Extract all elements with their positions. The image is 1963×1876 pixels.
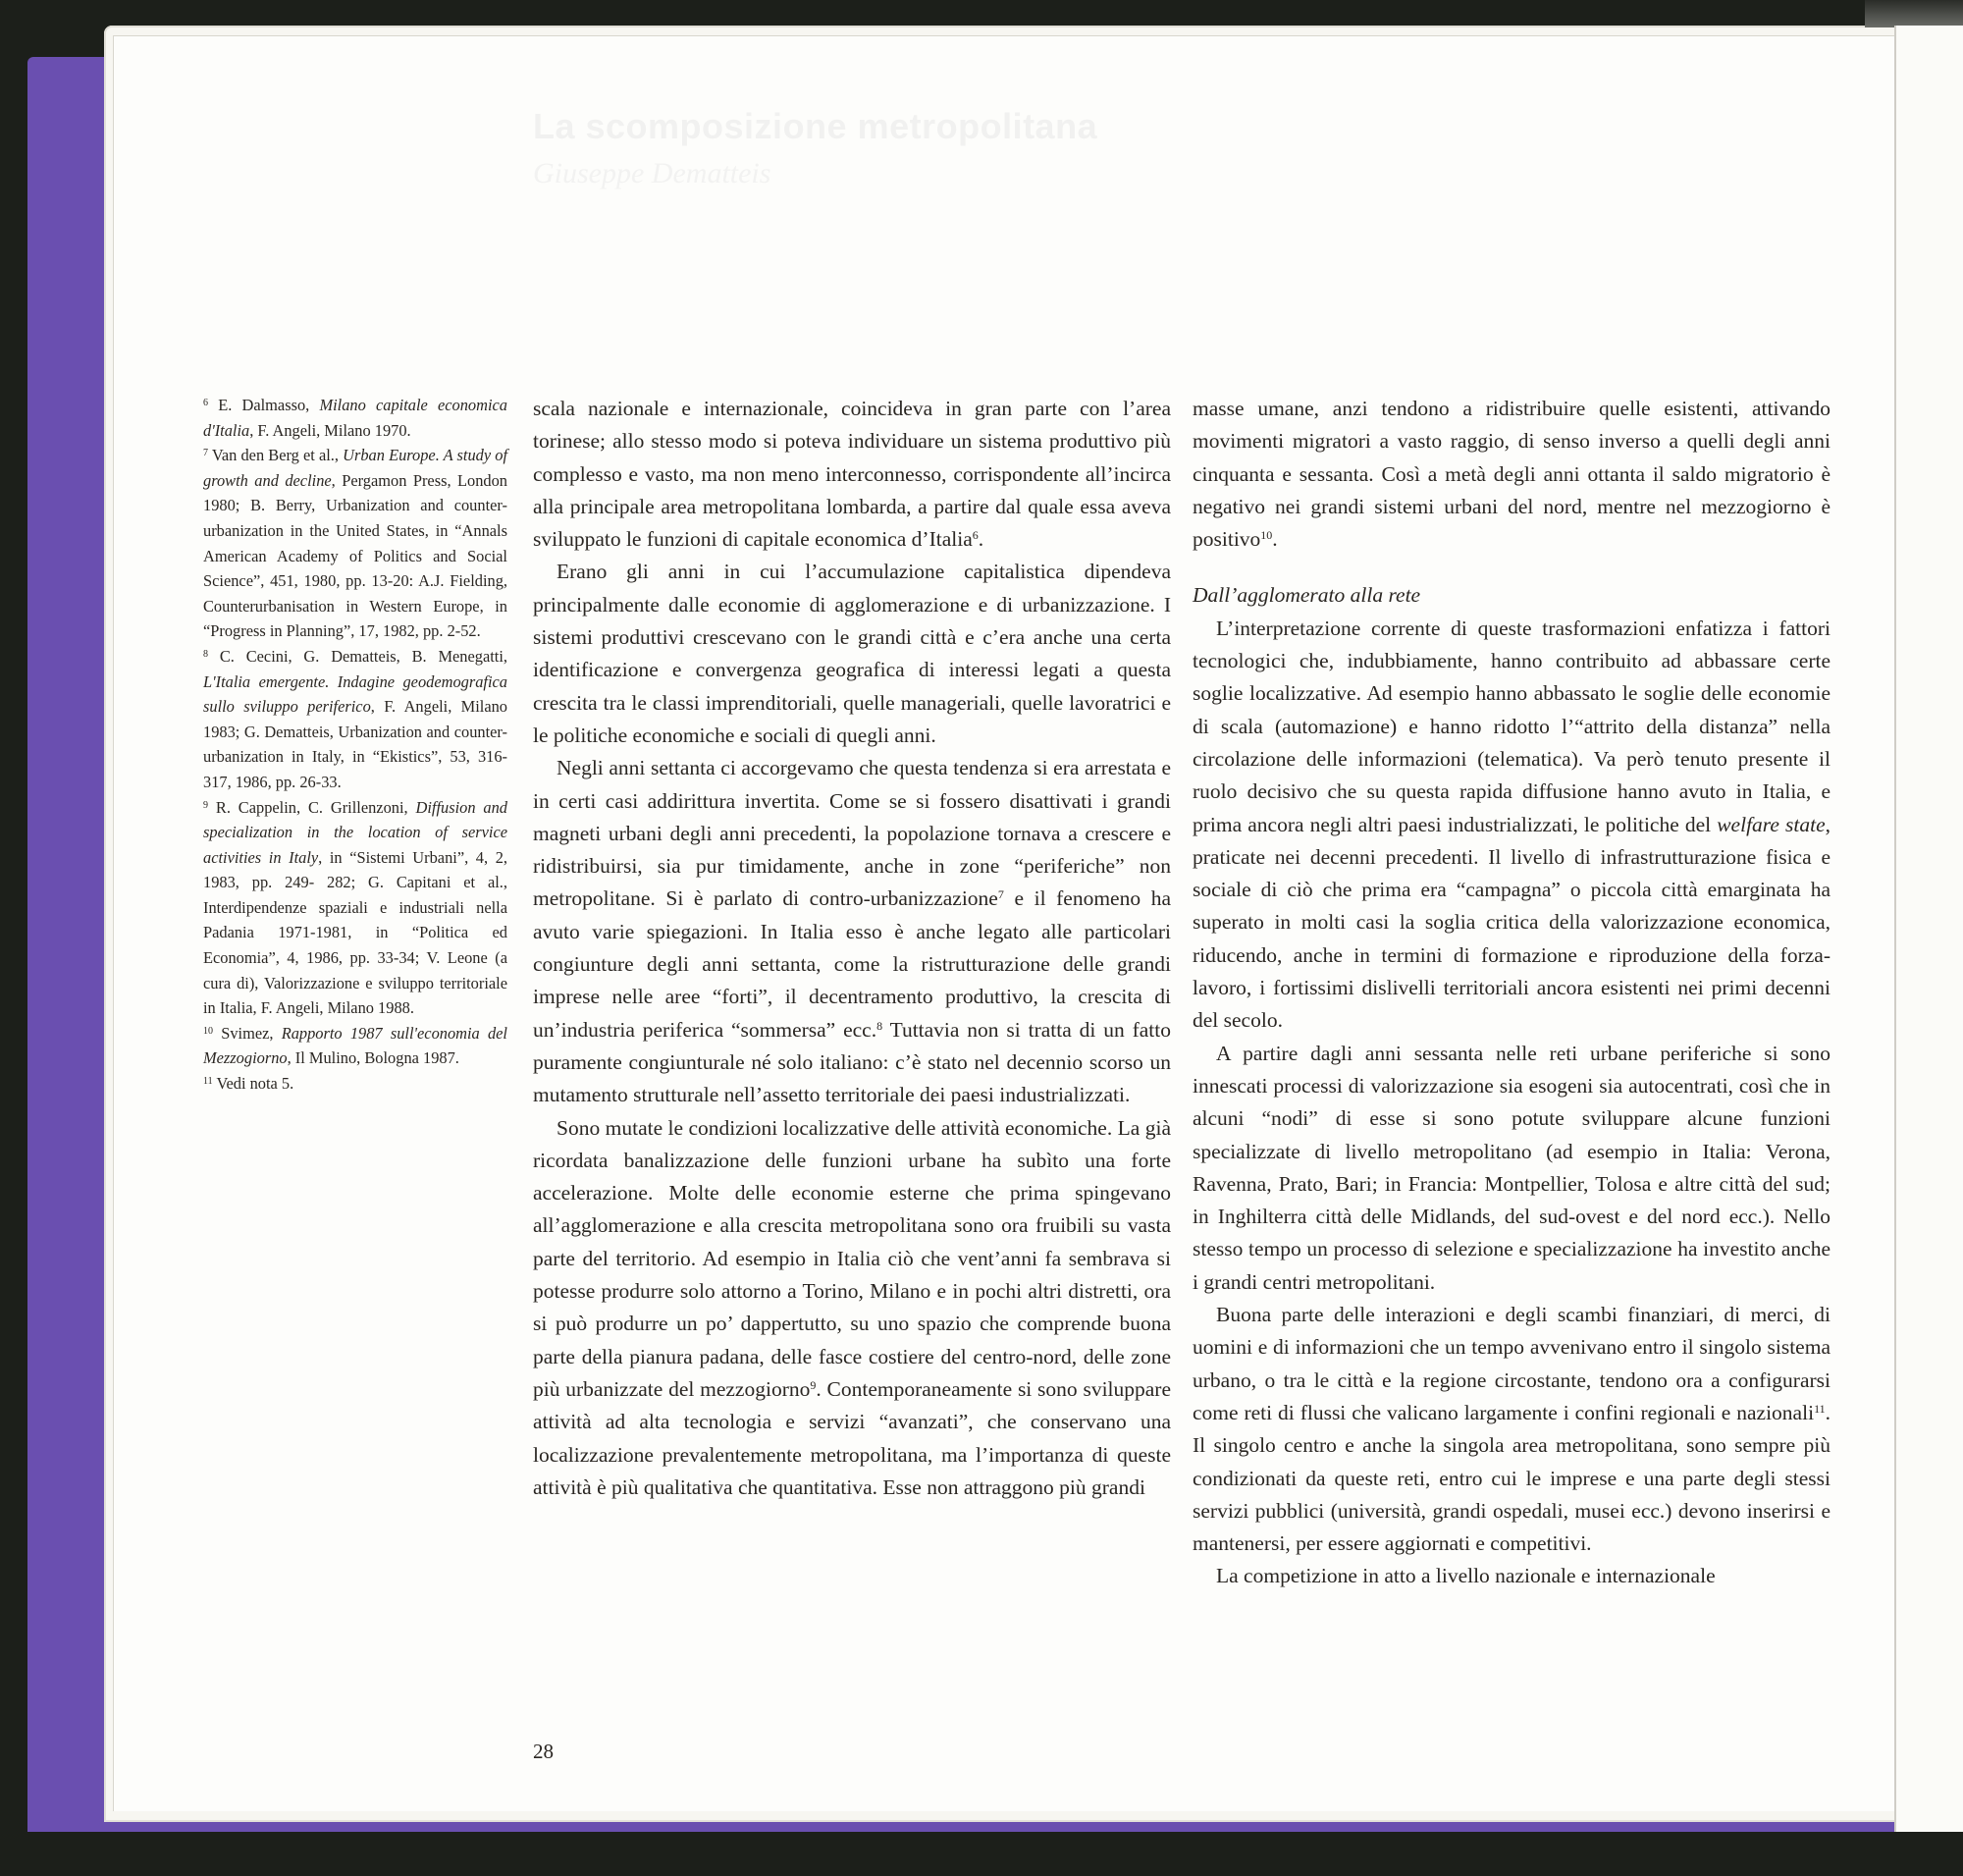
- show-through-author: Giuseppe Dematteis: [533, 157, 771, 189]
- footnote-ref[interactable]: 7: [997, 887, 1004, 902]
- paragraph: Buona parte delle interazioni e degli scambi finanziari, di merci, di uomini e di informazioni che un tempo avvenivano entro il singolo sistema urbano, o tra le città e la regione circostante, tendono ora a configurarsi come reti di flussi che valicano largamente i confini regionali e nazionali$^{11}$. Il singolo centro e anche la singola area metropolitana, sono sempre più condizionati da queste reti, entro cui le imprese e una parte degli stessi servizi pubblici (università, grandi ospedali, musei ecc.) devono inserirsi e mantenersi, per essere aggiornati e competitivi.: [1193, 1303, 1830, 1556]
- facing-page-top-edge: [1865, 0, 1963, 27]
- paragraph: L’interpretazione corrente di queste trasformazioni enfatizza i fattori tecnologici che, indubbiamente, hanno contribuito ad abbassare certe soglie localizzative. Ad esempio hanno abbassato le soglie delle economie di scala (automazione) e hanno ridotto l’“attrito della distanza” nella circolazione delle informazioni (telematica). Va però tenuto presente il ruolo decisivo che su questa rapida diffusione hanno avuto in Italia, e prima ancora negli altri paesi industrializzati, le politiche del welfare state, praticate nei decenni precedenti. Il livello di infrastrutturazione fisica e sociale di ciò che prima era “campagna” o piccola città emarginata ha superato in molti casi la soglia critica della valorizzazione economica, riducendo, anche in termini di formazione e riproduzione della forza-lavoro, i fortissimi dislivelli territoriali ancora esistenti nei primi decenni del secolo.: [1193, 616, 1830, 1033]
- page-number: 28: [533, 1740, 554, 1763]
- paragraph: Negli anni settanta ci accorgevamo che questa tendenza si era arrestata e in certi casi addirittura invertita. Come se si fossero disattivati i grandi magneti urbani degli anni precedenti, la popolazione tornava a crescere e ridistribuirsi, sia pur timidamente, anche in zone “periferiche” non metropolitane. Si è parlato di contro-urbanizzazione$^7$ e il fenomeno ha avuto varie spiegazioni. In Italia esso è anche legato alle particolari congiunture degli anni settanta, come la ristrutturazione delle grandi imprese nelle aree “forti”, il decentramento produttivo, la crescita di un’industria periferica “sommersa” ecc.$^8$ Tuttavia non si tratta di un fatto puramente congiunturale né solo italiano: c’è stato nel decennio scorso un mutamento strutturale nell’assetto territoriale dei paesi industrializzati.: [533, 756, 1171, 1107]
- footnote-ref[interactable]: 9: [810, 1377, 817, 1392]
- footnote: $^7$ Van den Berg et al., Urban Europe. A study of growth and decline, Pergamon Press, London 1980; B. Berry, Urbanization and counter-urbanization in the United States, in “Annals American Academy of Politics and Social Science”, 451, 1980, pp. 13-20: A.J. Fielding, Counterurbanisation in Western Europe, in “Progress in Planning”, 17, 1982, pp. 2-52.: [203, 446, 507, 641]
- body-column-2: [1193, 393, 1830, 1593]
- footnote-ref[interactable]: 8: [876, 1018, 883, 1033]
- footnote-ref[interactable]: 11: [1814, 1401, 1826, 1416]
- facing-page-edge: [1894, 26, 1963, 1832]
- footnote: $^8$ C. Cecini, G. Dematteis, B. Menegatti, L'Italia emergente. Indagine geodemografica sullo sviluppo periferico, F. Angeli, Milano 1983; G. Dematteis, Urbanization and counter-urbanization in Italy, in “Ekistics”, 53, 316-317, 1986, pp. 26-33.: [203, 646, 508, 791]
- paragraph: masse umane, anzi tendono a ridistribuire quelle esistenti, attivando movimenti migratori a vasto raggio, di senso inverso a quelli degli anni cinquanta e sessanta. Così a metà degli anni ottanta il saldo migratorio è negativo nei grandi sistemi urbani del nord, mentre nel mezzogiorno è positivo$^{10}$.: [1193, 397, 1830, 552]
- paragraph: Sono mutate le condizioni localizzative delle attività economiche. La già ricordata banalizzazione delle funzioni urbane ha subìto una forte accelerazione. Molte delle economie esterne che prima spingevano all’agglomerazione e alla crescita metropolitana sono ora fruibili su vasta parte del territorio. Ad esempio in Italia ciò che vent’anni fa sembrava si potesse produrre solo attorno a Torino, Milano e in pochi altri distretti, ora si può produrre un po’ dappertutto, su uno spazio che comprende buona parte della pianura padana, delle fasce costiere del centro-nord, delle zone più urbanizzate del mezzogiorno$^9$. Contemporaneamente si sono sviluppare attività ad alta tecnologia e servizi “avanzati”, che conservano una localizzazione prevalentemente metropolitana, ma l’importanza di queste attività è più qualitativa che quantitativa. Esse non attraggono più grandi: [533, 1115, 1172, 1499]
- footnote-ref[interactable]: 10: [1260, 528, 1273, 543]
- footnotes: [203, 393, 507, 1097]
- footnote: $^{11}$ Vedi nota 5.: [203, 1074, 294, 1094]
- footnote: $^6$ E. Dalmasso, Milano capitale economica d'Italia, F. Angeli, Milano 1970.: [203, 396, 507, 440]
- paragraph: A partire dagli anni sessanta nelle reti urbane periferiche si sono innescati processi di valorizzazione sia esogeni sia autocentrati, così che in alcuni “nodi” di esse si sono potute sviluppare alcune funzioni specializzate di livello metropolitano (ad esempio in Italia: Verona, Ravenna, Prato, Bari; in Francia: Montpellier, Tolosa e altre città del sud; in Inghilterra città delle Midlands, del sud-ovest e del nord ecc.). Nello stesso tempo un processo di selezione e specializzazione ha investito anche i grandi centri metropolitani.: [1193, 1041, 1830, 1294]
- footnote: $^{10}$ Svimez, Rapporto 1987 sull'economia del Mezzogiorno, Il Mulino, Bologna 1987.: [203, 1023, 507, 1068]
- show-through-title: La scomposizione metropolitana: [533, 106, 1098, 146]
- footnote-ref[interactable]: 6: [972, 528, 979, 543]
- paragraph: Erano gli anni in cui l’accumulazione capitalistica dipendeva principalmente dalle economie di agglomerazione e di urbanizzazione. I sistemi produttivi crescevano con le grandi città e c’era anche una certa identificazione e convergenza geografica di interessi legati a questa crescita tra le classi imprenditoriali, quelle manageriali, quelle lavoratrici e le politiche economiche e sociali di quegli anni.: [533, 560, 1171, 747]
- paragraph: scala nazionale e internazionale, coincideva in gran parte con l’area torinese; allo stesso modo si poteva individuare un sistema produttivo più complesso e vasto, ma non meno interconnesso, corrispondente all’incirca alla principale area metropolitana lombarda, a partire dal quale essa aveva sviluppato le funzioni di capitale economica d’Italia$^6$.: [533, 397, 1171, 552]
- section-subheading: Dall’agglomerato alla rete: [1193, 583, 1421, 608]
- body-column-1: [533, 393, 1171, 1504]
- paragraph: La competizione in atto a livello nazionale e internazionale: [1216, 1564, 1716, 1588]
- footnote: $^9$ R. Cappelin, C. Grillenzoni, Diffusion and specialization in the location of service activities in Italy, in “Sistemi Urbani”, 4, 2, 1983, pp. 249- 282; G. Capitani et al., Interdipendenze spaziali e industriali nella Padania 1971-1981, in “Politica ed Economia”, 4, 1986, pp. 33-34; V. Leone (a cura di), Valorizzazione e sviluppo territoriale in Italia, F. Angeli, Milano 1988.: [203, 797, 508, 1018]
